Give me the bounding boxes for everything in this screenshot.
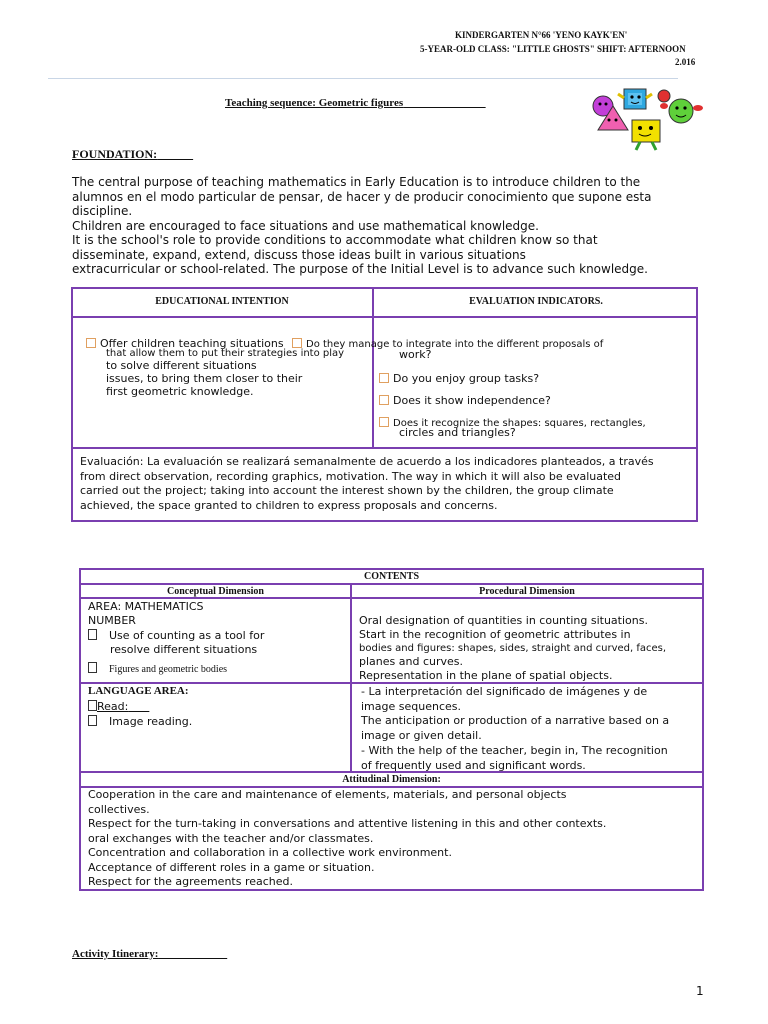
checkbox-icon (379, 417, 389, 427)
procedural-line: The anticipation or production of a narrative based on a (361, 714, 670, 728)
procedural-line: Representation in the plane of spatial objects. (359, 669, 613, 682)
procedural-line: Oral designation of quantities in counting situations. (359, 614, 648, 627)
checkbox-icon (379, 395, 389, 405)
procedural-math (359, 614, 699, 683)
counting-item-cont: resolve different situations (110, 643, 258, 656)
evaluation-line: achieved, the space granted to children to express proposals and concerns. (80, 498, 498, 512)
indicator-4-cont: circles and triangles? (399, 426, 516, 439)
school-name: KINDERGARTEN N°66 'YENO KAYK'EN' (455, 30, 628, 40)
evaluation-line: Evaluación: La evaluación se realizará semanalmente de acuerdo a los indicadores planteados, a través (80, 455, 654, 468)
foundation-line: It is the school's role to provide conditions to accommodate what children know so that (72, 233, 598, 247)
evaluation-line: carried out the project; taking into account the interest shown by the children, the group climate (80, 484, 614, 497)
foundation-line: The central purpose of teaching mathematics in Early Education is to introduce children to the (72, 175, 641, 189)
indicator-4: Does it recognize the shapes: squares, rectangles, (379, 411, 646, 430)
geometric-figures-illustration (588, 84, 706, 156)
class-line: 5-YEAR-OLD CLASS: "LITTLE GHOSTS" SHIFT: AFTERNOON (420, 44, 686, 54)
table-divider (79, 597, 704, 599)
green-round-character (660, 99, 703, 123)
procedural-line: - La interpretación del significado de imágenes y de (361, 685, 648, 698)
intention-first-line: Offer children teaching situations (86, 332, 284, 351)
green-square-character (618, 89, 652, 109)
table-divider (79, 583, 704, 585)
conceptual-header: Conceptual Dimension (167, 586, 264, 597)
procedural-header: Procedural Dimension (479, 586, 575, 597)
page-number: 1 (696, 984, 704, 998)
checkbox-icon (86, 338, 96, 348)
evaluation-line: from direct observation, recording graphics, motivation. The way in which it will also be evaluated (80, 469, 622, 483)
table-divider (71, 447, 698, 449)
attitudinal-line: Cooperation in the care and maintenance of elements, materials, and personal objects (88, 788, 567, 801)
header-divider (48, 78, 678, 79)
foundation-line: alumnos en el modo particular de pensar, de hacer y de producir conocimiento que supone esta (72, 189, 652, 204)
attitudinal-line: oral exchanges with the teacher and/or classmates. (88, 831, 374, 845)
foundation-text (72, 175, 712, 277)
page-title: Teaching sequence: Geometric figures (225, 97, 404, 109)
area-math: AREA: MATHEMATICS (88, 600, 204, 613)
attitudinal-line: Respect for the turn-taking in conversations and attentive listening in this and other contexts. (88, 817, 607, 830)
bullet-icon (88, 662, 97, 673)
indicator-2: Do you enjoy group tasks? (379, 367, 539, 386)
attitudinal-line: Concentration and collaboration in a collective work environment. (88, 846, 452, 859)
attitudinal-text (88, 788, 698, 890)
foundation-line: disseminate, expand, extend, discuss those ideas built in various situations (72, 247, 526, 262)
bullet-icon (88, 700, 97, 711)
attitudinal-line: collectives. (88, 802, 150, 816)
procedural-line: image or given detail. (361, 729, 482, 743)
indicator-1: Do they manage to integrate into the different proposals of (292, 332, 603, 351)
counting-item: Use of counting as a tool for (88, 629, 264, 643)
foundation-heading: FOUNDATION: (72, 147, 158, 161)
procedural-line: bodies and figures: shapes, sides, straight and curved, faces, (359, 643, 667, 654)
procedural-line: Start in the recognition of geometric attributes in (359, 628, 631, 641)
bullet-icon (88, 715, 97, 726)
attitudinal-line: Respect for the agreements reached. (88, 875, 294, 888)
bullet-icon (88, 629, 97, 640)
indicator-1-cont: work? (399, 348, 432, 361)
attitudinal-line: Acceptance of different roles in a game or situation. (88, 860, 375, 874)
number-label: NUMBER (88, 614, 136, 627)
image-reading-item: Image reading. (88, 715, 192, 729)
read-label: Read: (88, 700, 149, 714)
col-header-intention: EDUCATIONAL INTENTION (155, 296, 289, 307)
col-header-indicators: EVALUATION INDICATORS. (469, 296, 603, 307)
procedural-line: image sequences. (361, 699, 461, 713)
intention-line: that allow them to put their strategies into play (106, 348, 345, 359)
intention-line: to solve different situations (106, 359, 257, 372)
foundation-line: discipline. (72, 204, 133, 218)
indicator-3: Does it show independence? (379, 389, 551, 408)
foundation-line: extracurricular or school-related. The purpose of the Initial Level is to advance such knowledge. (72, 262, 648, 276)
checkbox-icon (292, 338, 302, 348)
yellow-rectangle-character (632, 120, 660, 150)
evaluation-text (80, 455, 695, 513)
figures-item: Figures and geometric bodies (88, 657, 227, 676)
procedural-line: planes and curves. (359, 655, 463, 668)
year: 2.016 (675, 57, 696, 67)
table-divider (71, 316, 698, 318)
activity-itinerary: Activity Itinerary: (72, 948, 159, 960)
table-divider (350, 583, 352, 772)
language-area: LANGUAGE AREA: (88, 685, 189, 697)
checkbox-icon (379, 373, 389, 383)
contents-title: CONTENTS (363, 571, 419, 582)
procedural-line: of frequently used and significant words. (361, 758, 586, 772)
intention-line: issues, to bring them closer to their (106, 372, 303, 385)
attitudinal-header: Attitudinal Dimension: (342, 774, 441, 785)
procedural-line: - With the help of the teacher, begin in, The recognition (361, 743, 668, 757)
intention-line: first geometric knowledge. (106, 385, 254, 398)
intention-text-continued (106, 359, 376, 398)
red-blob-character (658, 90, 670, 102)
procedural-language (361, 685, 701, 773)
foundation-line: Children are encouraged to face situations and use mathematical knowledge. (72, 218, 539, 233)
